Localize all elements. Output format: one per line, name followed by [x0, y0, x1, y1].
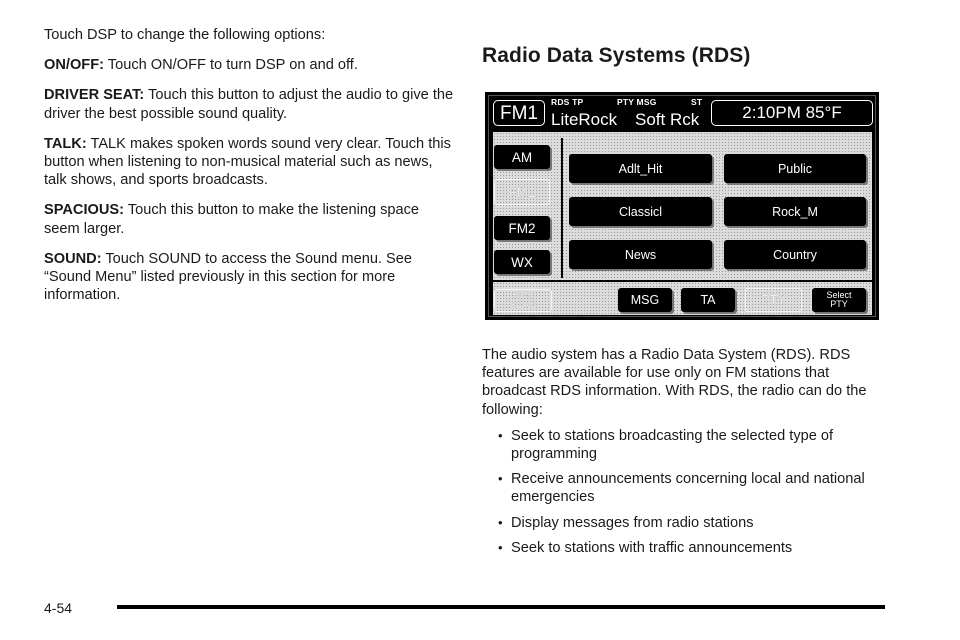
- bullet-icon: •: [498, 427, 503, 443]
- band-indicator: FM1: [493, 100, 545, 126]
- option-text: TALK makes spoken words sound very clear. Touch this button when listening to non-musical material such as news, talk shows, and sports broadcasts.: [44, 135, 451, 189]
- rds-feature-list: [482, 427, 894, 557]
- list-item: [482, 539, 894, 557]
- list-item-text: Receive announcements concerning local and national emergencies: [511, 471, 865, 506]
- preset-rock-m-button[interactable]: Rock_M: [724, 197, 866, 226]
- select-pty-line1: Select: [826, 289, 852, 300]
- rds-scan-line1: RDS: [513, 290, 533, 300]
- pty-msg-indicator: PTY MSG: [617, 97, 657, 107]
- msg-button[interactable]: MSG: [618, 288, 672, 312]
- dsp-option-onoff: [44, 56, 458, 74]
- pty-button[interactable]: PTY: [745, 288, 802, 312]
- select-pty-line2: PTY: [830, 299, 848, 309]
- dsp-option-driver-seat: [44, 86, 458, 122]
- left-column: [44, 26, 458, 316]
- list-item-text: Seek to stations with traffic announcements: [511, 539, 793, 556]
- radio-display-figure: [485, 92, 879, 320]
- dsp-option-spacious: [44, 201, 458, 237]
- option-text: Touch this button to adjust the audio to give the driver the best possible sound quality.: [44, 87, 454, 122]
- dsp-intro: Touch DSP to change the following options:: [44, 27, 326, 43]
- option-term: SOUND:: [44, 250, 102, 267]
- page-number: 4-54: [44, 600, 73, 616]
- option-text: Touch ON/OFF to turn DSP on and off.: [107, 57, 358, 74]
- clock-temperature: 2:10PM 85°F: [711, 100, 873, 126]
- fm1-button[interactable]: FM1: [494, 179, 550, 205]
- bullet-icon: •: [498, 471, 503, 487]
- preset-country-button[interactable]: Country: [724, 240, 866, 269]
- option-term: SPACIOUS:: [44, 202, 125, 219]
- dsp-option-sound: [44, 250, 458, 305]
- program-type: Soft Rck: [635, 110, 700, 129]
- footer-rule: [117, 605, 885, 609]
- right-column: [482, 346, 894, 564]
- bullet-icon: •: [498, 539, 503, 555]
- preset-news-button[interactable]: News: [569, 240, 712, 269]
- preset-public-button[interactable]: Public: [724, 154, 866, 183]
- option-term: TALK:: [44, 135, 87, 152]
- preset-adlt-hit-button[interactable]: Adlt_Hit: [569, 154, 712, 183]
- section-heading: Radio Data Systems (RDS): [482, 44, 751, 67]
- rds-description: The audio system has a Radio Data System (RDS). RDS features are available for use only on FM stations that broadcast RDS information. With RDS, the radio can do the following:: [482, 347, 867, 418]
- select-pty-button[interactable]: [812, 288, 866, 312]
- dsp-option-talk: [44, 135, 458, 190]
- stereo-indicator: ST: [691, 97, 703, 107]
- list-item: [482, 427, 894, 463]
- panel-divider-vertical: [561, 138, 563, 278]
- rds-scan-line2: SCAN: [510, 299, 536, 310]
- option-text: Touch this button to make the listening space seem larger.: [44, 202, 420, 237]
- panel-divider-horizontal: [493, 280, 872, 282]
- rds-scan-button[interactable]: [494, 289, 552, 312]
- rds-tp-indicator: RDS TP: [551, 97, 584, 107]
- list-item-text: Seek to stations broadcasting the selected type of programming: [511, 427, 834, 463]
- list-item: [482, 514, 894, 532]
- am-button[interactable]: AM: [494, 145, 550, 169]
- wx-button[interactable]: WX: [494, 250, 550, 274]
- fm2-button[interactable]: FM2: [494, 216, 550, 240]
- option-term: ON/OFF:: [44, 57, 104, 74]
- ta-button[interactable]: TA: [681, 288, 735, 312]
- bullet-icon: •: [498, 514, 503, 530]
- preset-classicl-button[interactable]: Classicl: [569, 197, 712, 226]
- list-item: [482, 470, 894, 506]
- option-term: DRIVER SEAT:: [44, 87, 145, 104]
- list-item-text: Display messages from radio stations: [511, 514, 754, 531]
- option-text: Touch SOUND to access the Sound menu. See “Sound Menu” listed previously in this section for more information.: [44, 250, 413, 304]
- station-name: LiteRock: [551, 110, 618, 129]
